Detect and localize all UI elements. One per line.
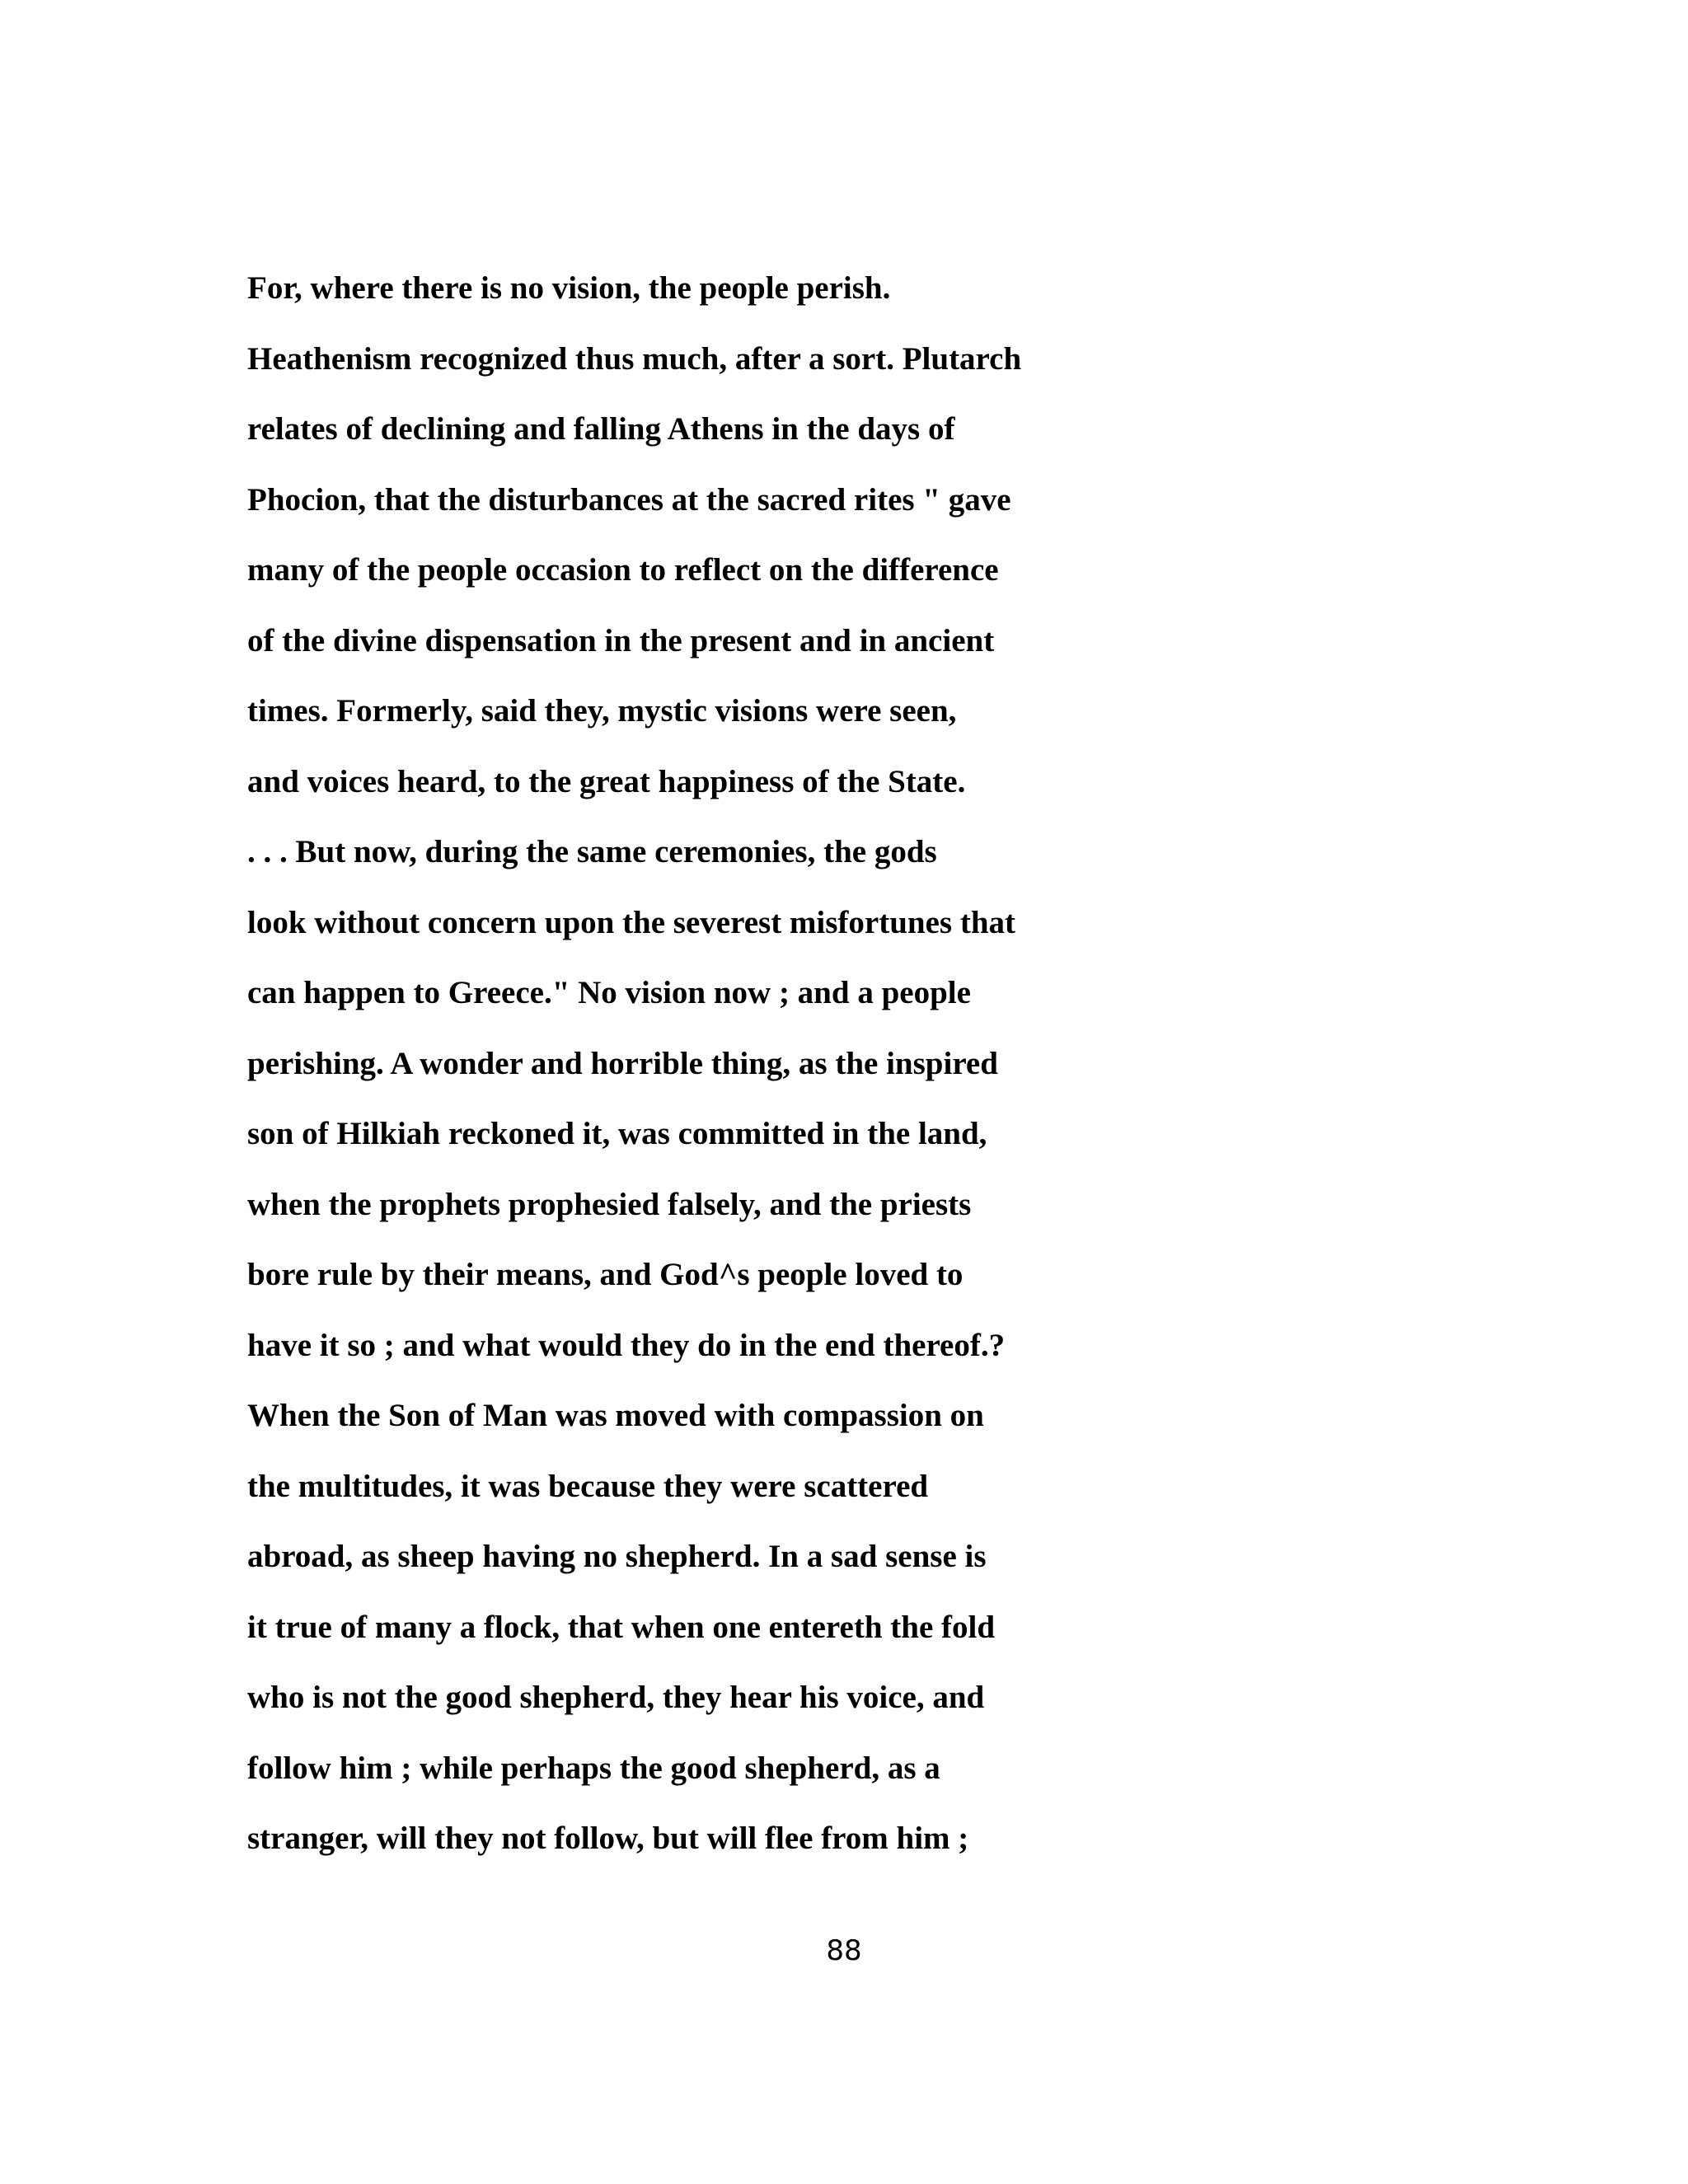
text-line: When the Son of Man was moved with compassion on xyxy=(247,1398,984,1433)
text-line: who is not the good shepherd, they hear his voice, and xyxy=(247,1680,985,1715)
text-line: relates of declining and falling Athens in the days of xyxy=(247,411,955,447)
text-line: many of the people occasion to reflect on the difference xyxy=(247,552,999,588)
text-line: of the divine dispensation in the present and in ancient xyxy=(247,622,995,658)
text-line: when the prophets prophesied falsely, and the priests xyxy=(247,1186,972,1222)
text-line: times. Formerly, said they, mystic visions were seen, xyxy=(247,693,957,729)
text-line: it true of many a flock, that when one entereth the fold xyxy=(247,1609,996,1645)
text-line: abroad, as sheep having no shepherd. In a sad sense is xyxy=(247,1539,987,1574)
body-text xyxy=(247,264,1319,1885)
text-line: For, where there is no vision, the people perish. xyxy=(247,270,891,306)
text-line: and voices heard, to the great happiness of the State. xyxy=(247,763,966,799)
text-line: Phocion, that the disturbances at the sacred rites " gave xyxy=(247,481,1011,518)
text-line: . . . But now, during the same ceremonies, the gods xyxy=(247,834,937,869)
text-line: follow him ; while perhaps the good shepherd, as a xyxy=(247,1750,940,1786)
text-line: look without concern upon the severest misfortunes that xyxy=(247,904,1016,940)
text-line: Heathenism recognized thus much, after a sort. Plutarch xyxy=(247,340,1022,377)
text-line: bore rule by their means, and God^s people loved to xyxy=(247,1257,964,1292)
page-number: 88 xyxy=(826,1934,862,1967)
text-line: stranger, will they not follow, but will flee from him ; xyxy=(247,1821,969,1856)
text-line: can happen to Greece." No vision now ; and a people xyxy=(247,975,971,1010)
text-line: have it so ; and what would they do in the end thereof.? xyxy=(247,1327,1006,1363)
text-line: perishing. A wonder and horrible thing, as the inspired xyxy=(247,1045,998,1081)
text-line: son of Hilkiah reckoned it, was committed in the land, xyxy=(247,1116,987,1151)
text-line: the multitudes, it was because they were scattered xyxy=(247,1468,929,1504)
